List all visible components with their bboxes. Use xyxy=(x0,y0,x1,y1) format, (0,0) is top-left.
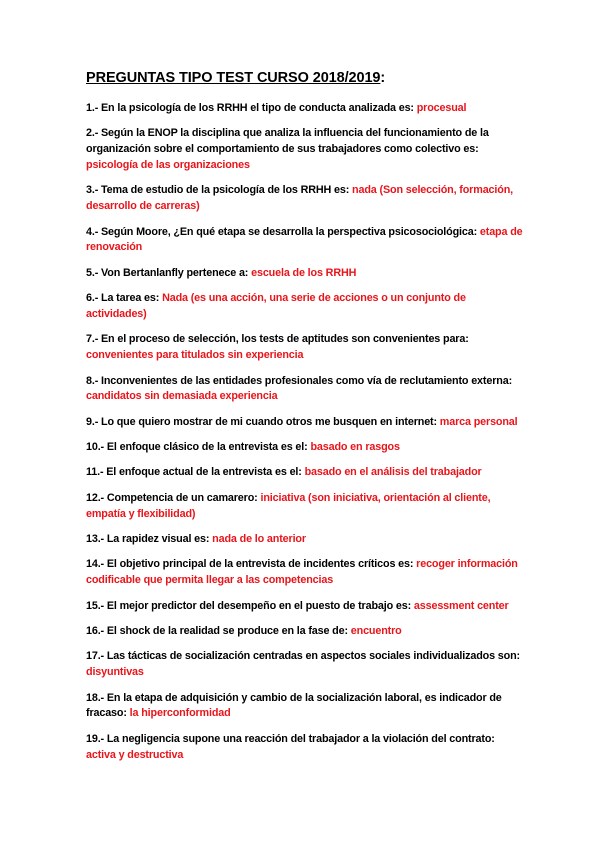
question-text: 2.- Según la ENOP la disciplina que analiza la influencia del funcionamiento de la organización sobre el comportamiento de sus trabajadores como colectivo es: xyxy=(86,127,489,156)
question-item xyxy=(86,266,526,282)
question-item xyxy=(86,465,526,481)
question-text: 12.- Competencia de un camarero: xyxy=(86,491,261,504)
question-item xyxy=(86,374,526,406)
answer-text: psicología de las organizaciones xyxy=(86,158,250,171)
question-text: 1.- En la psicología de los RRHH el tipo de conducta analizada es: xyxy=(86,102,417,114)
question-item xyxy=(86,557,526,589)
question-text: 6.- La tarea es: xyxy=(86,292,163,305)
question-item xyxy=(86,440,526,456)
question-text: 15.- El mejor predictor del desempeño en el puesto de trabajo es: xyxy=(86,599,414,612)
question-item xyxy=(86,225,526,257)
question-text: 5.- Von Bertanlanfly pertenece a: xyxy=(86,266,252,279)
answer-text: candidatos sin demasiada experiencia xyxy=(86,390,278,403)
question-text: 9.- Lo que quiero mostrar de mi cuando otros me busquen en internet: xyxy=(86,415,440,428)
answer-text: convenientes para titulados sin experiencia xyxy=(86,349,304,362)
answer-text: nada de lo anterior xyxy=(212,533,306,546)
question-text: 8.- Inconvenientes de las entidades profesionales como vía de reclutamiento externa: xyxy=(86,374,513,387)
question-text: 16.- El shock de la realidad se produce en la fase de: xyxy=(86,625,351,638)
answer-text: Nada (es una acción, una serie de acciones o un conjunto de actividades) xyxy=(86,292,466,320)
answer-text: recoger información codificable que permita llegar a las competencias xyxy=(86,558,518,587)
answer-text: encuentro xyxy=(350,625,402,638)
question-text: 17.- Las tácticas de socialización centradas en aspectos sociales individualizados son: xyxy=(86,650,520,663)
answer-text: basado en rasgos xyxy=(310,441,400,454)
answer-text: escuela de los RRHH xyxy=(251,266,357,279)
question-text: 11.- El enfoque actual de la entrevista es el: xyxy=(86,466,305,479)
title-suffix: : xyxy=(380,70,386,86)
question-text: 18.- En la etapa de adquisición y cambio de la socialización laboral, es indicador de fracaso: xyxy=(86,691,502,720)
answer-text: la hiperconformidad xyxy=(129,707,231,720)
answer-text: iniciativa (son iniciativa, orientación al cliente, empatía y flexibilidad) xyxy=(86,491,491,520)
question-item xyxy=(86,624,526,640)
title-text: PREGUNTAS TIPO TEST CURSO 2018/2019 xyxy=(86,70,381,86)
question-text: 13.- La rapidez visual es: xyxy=(86,533,213,546)
question-item xyxy=(86,126,526,173)
question-item xyxy=(86,101,526,117)
answer-text: nada (Son selección, formación, desarrollo de carreras) xyxy=(86,184,513,213)
question-item xyxy=(86,732,526,764)
answer-text: activa y destructiva xyxy=(86,748,184,761)
question-item xyxy=(86,332,526,364)
question-item xyxy=(86,691,526,723)
question-text: 19.- La negligencia supone una reacción del trabajador a la violación del contrato: xyxy=(86,732,495,745)
document-title xyxy=(86,68,526,88)
question-text: 3.- Tema de estudio de la psicología de los RRHH es: xyxy=(86,184,353,197)
question-item xyxy=(86,415,526,431)
question-text: 7.- En el proceso de selección, los tests de aptitudes son convenientes para: xyxy=(86,333,469,346)
question-item xyxy=(86,291,526,323)
question-item xyxy=(86,649,526,681)
answer-text: marca personal xyxy=(439,415,518,428)
question-text: 10.- El enfoque clásico de la entrevista es el: xyxy=(86,441,311,454)
question-text: 14.- El objetivo principal de la entrevista de incidentes críticos es: xyxy=(86,558,417,571)
question-item xyxy=(86,183,526,215)
answer-text: assessment center xyxy=(413,599,509,612)
answer-text: etapa de renovación xyxy=(86,225,523,254)
answer-text: procesual xyxy=(416,102,467,114)
document-page xyxy=(86,68,526,773)
answer-text: disyuntivas xyxy=(86,666,144,679)
question-text: 4.- Según Moore, ¿En qué etapa se desarrolla la perspectiva psicosociológica: xyxy=(86,225,480,238)
question-item xyxy=(86,599,526,615)
answer-text: basado en el análisis del trabajador xyxy=(304,466,482,479)
question-item xyxy=(86,491,526,523)
question-item xyxy=(86,532,526,548)
